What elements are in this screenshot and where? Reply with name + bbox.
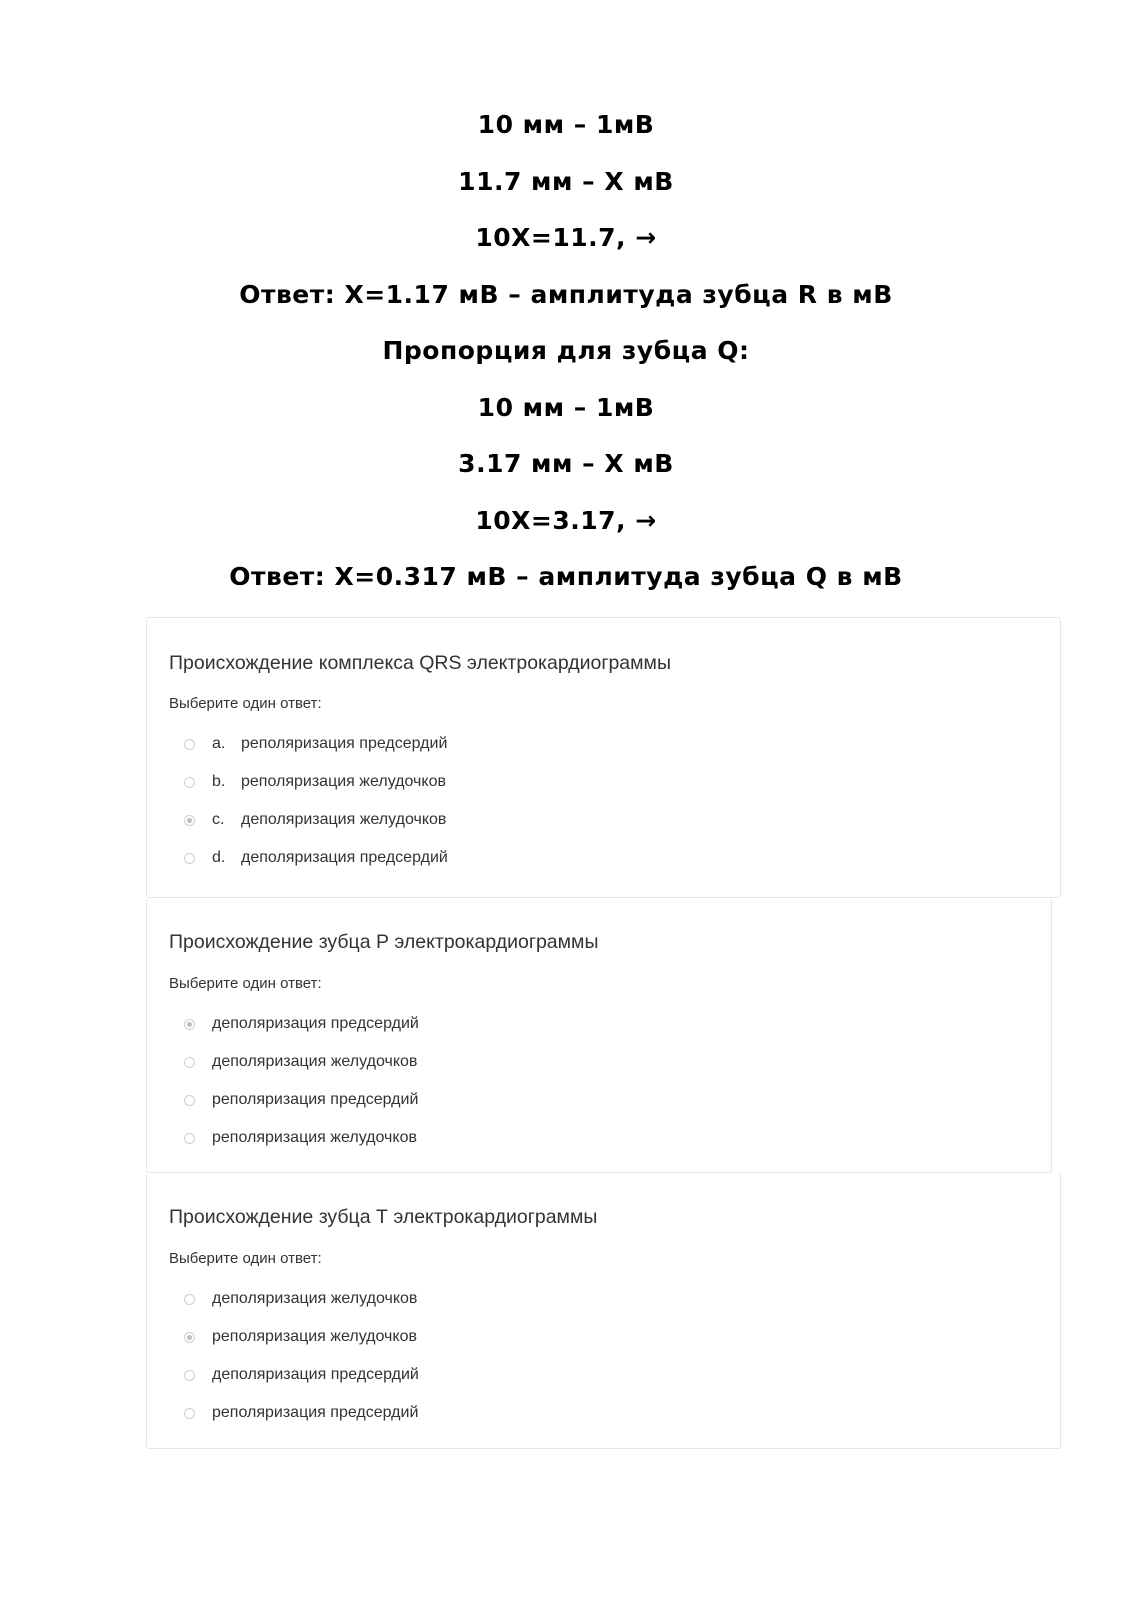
- question-prompt: Выберите один ответ:: [169, 1250, 322, 1267]
- calc-answer-r: Ответ: Х=1.17 мВ – амплитуда зубца R в мВ: [239, 279, 893, 309]
- answer-option[interactable]: [184, 1394, 419, 1432]
- answer-options: [184, 725, 448, 877]
- option-label: деполяризация желудочков: [212, 1290, 418, 1307]
- answer-option-b[interactable]: [184, 763, 448, 801]
- answer-option[interactable]: [184, 1005, 419, 1043]
- calc-heading-q: Пропорция для зубца Q:: [382, 336, 750, 365]
- option-label: деполяризация желудочков: [241, 811, 447, 828]
- answer-option[interactable]: [184, 1043, 419, 1081]
- radio-button-selected[interactable]: [184, 815, 195, 826]
- calc-line: 10 мм – 1мВ: [477, 392, 655, 422]
- answer-option[interactable]: [184, 1119, 419, 1157]
- calculation-block: [0, 105, 1132, 614]
- option-letter: b.: [212, 773, 226, 790]
- answer-option[interactable]: [184, 1280, 419, 1318]
- radio-button[interactable]: [184, 1057, 195, 1068]
- radio-button-selected[interactable]: [184, 1019, 195, 1030]
- option-label: реполяризация желудочков: [212, 1328, 417, 1345]
- question-title: Происхождение зубца Р электрокардиограммы: [169, 931, 599, 953]
- answer-option[interactable]: [184, 1356, 419, 1394]
- answer-option-d[interactable]: [184, 839, 448, 877]
- radio-button[interactable]: [184, 777, 195, 788]
- radio-button[interactable]: [184, 1133, 195, 1144]
- question-prompt: Выберите один ответ:: [169, 695, 322, 712]
- question-card-p-wave: [146, 898, 1052, 1173]
- calc-answer-q: Ответ: Х=0.317 мВ – амплитуда зубца Q в мВ: [229, 562, 903, 591]
- option-label: деполяризация предсердий: [241, 849, 448, 866]
- radio-button[interactable]: [184, 739, 195, 750]
- question-title: Происхождение зубца Т электрокардиограммы: [169, 1206, 598, 1228]
- calc-line: 10Х=3.17, →: [475, 505, 657, 535]
- option-label: реполяризация желудочков: [241, 773, 446, 790]
- question-title: Происхождение комплекса QRS электрокардиограммы: [169, 652, 671, 674]
- question-prompt: Выберите один ответ:: [169, 975, 322, 992]
- radio-button-selected[interactable]: [184, 1332, 195, 1343]
- answer-option[interactable]: [184, 1081, 419, 1119]
- calc-line: 3.17 мм – Х мВ: [458, 449, 674, 478]
- option-letter: c.: [212, 811, 225, 828]
- radio-button[interactable]: [184, 1294, 195, 1305]
- answer-options: [184, 1280, 419, 1432]
- option-letter: a.: [212, 735, 226, 752]
- question-card-t-wave: [146, 1173, 1061, 1449]
- answer-option[interactable]: [184, 1318, 419, 1356]
- radio-button[interactable]: [184, 853, 195, 864]
- calc-line: 10Х=11.7, →: [475, 223, 657, 252]
- option-label: реполяризация предсердий: [212, 1404, 419, 1421]
- calc-line: 11.7 мм – Х мВ: [458, 166, 674, 196]
- radio-button[interactable]: [184, 1370, 195, 1381]
- radio-button[interactable]: [184, 1095, 195, 1106]
- answer-option-a[interactable]: [184, 725, 448, 763]
- option-letter: d.: [212, 849, 226, 866]
- question-card-qrs: [146, 617, 1061, 898]
- option-label: реполяризация желудочков: [212, 1129, 417, 1146]
- option-label: деполяризация желудочков: [212, 1053, 418, 1070]
- option-label: деполяризация предсердий: [212, 1015, 419, 1032]
- radio-button[interactable]: [184, 1408, 195, 1419]
- option-label: реполяризация предсердий: [212, 1091, 419, 1108]
- calc-line: 10 мм – 1мВ: [477, 110, 655, 139]
- option-label: деполяризация предсердий: [212, 1366, 419, 1383]
- option-label: реполяризация предсердий: [241, 735, 448, 752]
- answer-options: [184, 1005, 419, 1157]
- answer-option-c[interactable]: [184, 801, 448, 839]
